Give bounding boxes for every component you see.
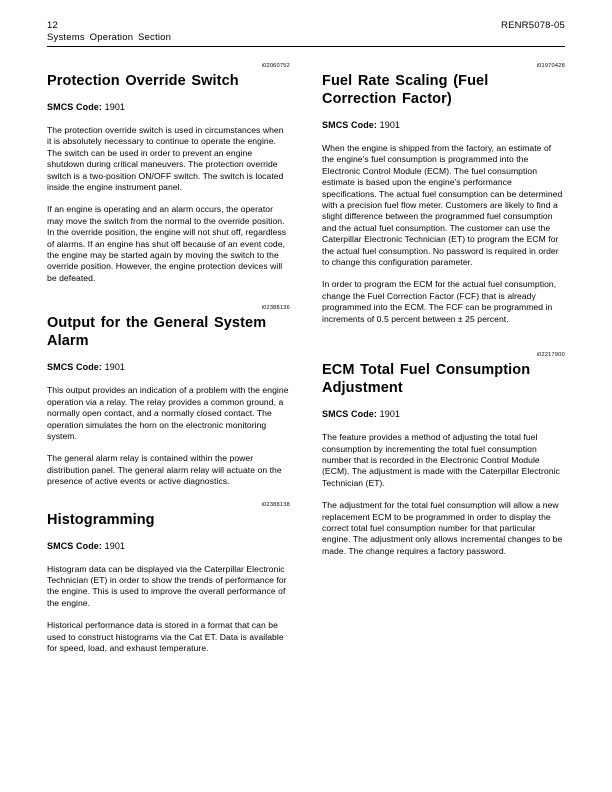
body-paragraph: The protection override switch is used in circumstances when it is absolutely necessary to continue to operate the engine. The switch can be used in order to prevent an engine shutdown during critical maneuvers. The protection override switch is a two-position ON/OFF switch. The switch is located inside the engine instrument panel. xyxy=(47,125,284,193)
right-column xyxy=(322,62,565,557)
header-divider xyxy=(47,46,565,47)
body-paragraph: The adjustment for the total fuel consumption will allow a new replacement ECM to be programmed in order to display the correct total fuel consumption number for that particular engine. The adjustment only allows incremental changes to be made. The change requires a factory password. xyxy=(322,500,563,556)
document-id-marker: i02388136 xyxy=(261,305,290,312)
body-paragraph: The feature provides a method of adjusting the total fuel consumption by incrementing the total fuel consumption number that is recorded in the Electronic Control Module (ECM). The adjustment is made with the Caterpillar Electronic Technician (ET). xyxy=(322,432,560,488)
left-column xyxy=(47,62,290,654)
section-output-general-system-alarm xyxy=(47,304,290,487)
smcs-code-value: 1901 xyxy=(104,362,126,373)
smcs-code-line xyxy=(47,540,290,552)
section-histogramming xyxy=(47,501,290,655)
document-id-marker: i02217900 xyxy=(536,352,565,359)
body-paragraph: In order to program the ECM for the actual fuel consumption, change the Fuel Correction Factor (FCF) that is already programmed into the ECM. The FCF can be programmed in increments of 0.5 percent between ± 25 percent. xyxy=(322,279,557,324)
body-paragraph: Histogram data can be displayed via the Caterpillar Electronic Technician (ET) in order to show the trends of performance for the engine. This is used to improve the overall performance of the engine. xyxy=(47,563,287,608)
smcs-code-label: SMCS Code: xyxy=(47,362,102,373)
section-spacer xyxy=(47,488,290,501)
document-id-marker: i02388138 xyxy=(261,501,290,508)
smcs-code-line xyxy=(322,119,565,131)
smcs-code-label: SMCS Code: xyxy=(47,102,102,112)
section-protection-override-switch xyxy=(47,62,290,284)
document-id-marker: i01970428 xyxy=(536,63,565,69)
body-paragraph: The general alarm relay is contained within the power distribution panel. The general alarm relay will actuate on the presence of active events or active diagnostics. xyxy=(47,453,282,487)
section-spacer xyxy=(322,325,565,351)
smcs-code-label: SMCS Code: xyxy=(322,409,377,420)
header-right-group xyxy=(501,20,565,32)
smcs-code-value: 1901 xyxy=(379,409,401,420)
smcs-code-line xyxy=(47,101,290,113)
section-name: Systems Operation Section xyxy=(47,32,172,43)
document-number: RENR5078-05 xyxy=(501,20,565,31)
section-heading: Protection Override Switch xyxy=(47,73,239,89)
section-fuel-rate-scaling xyxy=(322,62,565,325)
smcs-code-label: SMCS Code: xyxy=(322,120,377,130)
smcs-code-value: 1901 xyxy=(379,120,401,130)
section-heading: Fuel Rate Scaling (Fuel Correction Factor) xyxy=(322,73,489,107)
body-paragraph: Historical performance data is stored in a format that can be used to construct histograms via the Cat ET. Data is available for speed, load, and exhaust temperature. xyxy=(47,620,284,653)
body-paragraph: This output provides an indication of a problem with the engine operation via a relay. The relay provides a common ground, a normally open contact, and a normally closed contact. The operation simulates the horn on the electronic monitoring system. xyxy=(47,385,289,441)
smcs-code-line xyxy=(322,408,565,420)
section-heading: Output for the General System Alarm xyxy=(47,315,267,350)
page-number: 12 xyxy=(47,20,58,31)
body-paragraph: If an engine is operating and an alarm occurs, the operator may move the switch from the normal to the override position. In the override position, the engine will not shut off, regardless of alarms. If an engine has shut off because of an event code, the engine may be started again by moving the switch to the override position. However, the engine protection devices will be defeated. xyxy=(47,204,287,283)
section-heading: Histogramming xyxy=(47,511,155,528)
section-spacer xyxy=(47,284,290,304)
document-id-marker: i02060752 xyxy=(261,63,290,69)
section-ecm-total-fuel-consumption-adjustment xyxy=(322,351,565,557)
section-heading: ECM Total Fuel Consumption Adjustment xyxy=(322,362,531,397)
header-left-group xyxy=(47,20,347,44)
body-paragraph: When the engine is shipped from the factory, an estimate of the engine's fuel consumption is programmed into the Electronic Control Module (ECM). The fuel consumption estimate is based upon the engine's performance specifications. The actual fuel consumption can be determined with a precision fuel flow meter. Customers are likely to find a slight difference between the programmed fuel consumption and the actual fuel consumption. The customer can use the Caterpillar Electronic Technician (ET) to program the ECM for the actual fuel consumption. No password is required in order to change this configuration parameter. xyxy=(322,143,563,268)
smcs-code-value: 1901 xyxy=(104,540,126,551)
page-header xyxy=(47,20,565,52)
smcs-code-line xyxy=(47,361,290,373)
smcs-code-value: 1901 xyxy=(104,102,126,112)
smcs-code-label: SMCS Code: xyxy=(47,540,102,551)
